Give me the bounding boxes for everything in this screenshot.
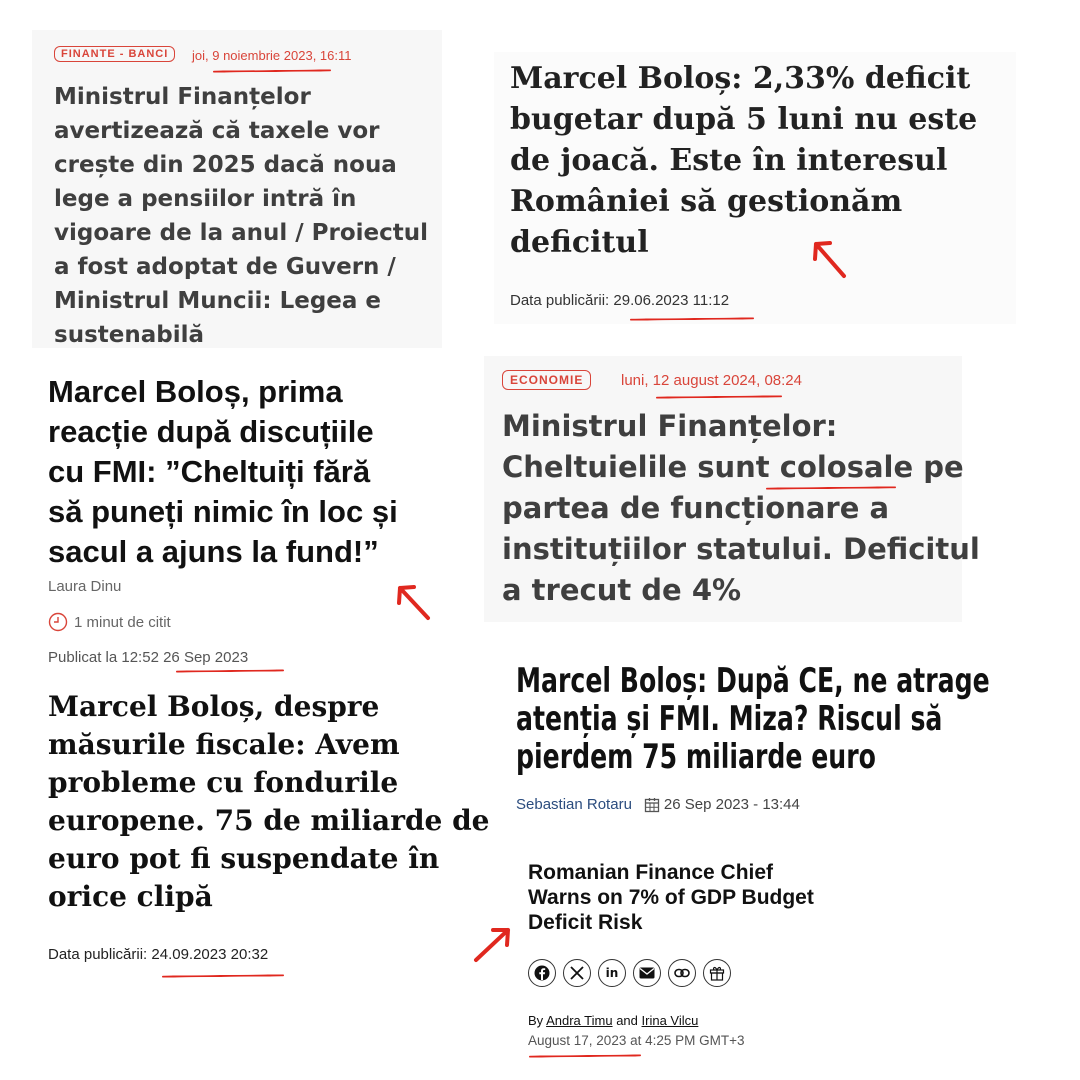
headline-line: cu FMI: ”Cheltuiți fără [48, 454, 371, 489]
headline-line: bugetar după 5 luni nu este [510, 102, 978, 137]
headline-line: instituțiilor statului. Deficitul [502, 532, 980, 566]
headline-line: Ministrul Muncii: Legea e [54, 288, 382, 314]
article-card-ce-fmi[interactable] [500, 648, 990, 826]
headline-line: Romanian Finance Chief [528, 861, 774, 884]
article-card-eu-funds[interactable] [30, 680, 490, 980]
byline-by: By [528, 1013, 544, 1028]
date-value: 29.06.2023 11:12 [613, 292, 730, 309]
headline-line: deficitul [510, 225, 649, 260]
headline-line: partea de funcționare a [502, 491, 890, 525]
byline [516, 796, 800, 813]
headline-line: avertizează că taxele vor [54, 118, 380, 144]
published-prefix: Publicat la 12:52 [48, 649, 159, 666]
headline-line: euro pot fi suspendate în [48, 842, 440, 875]
read-time-label: 1 minut de citit [74, 613, 171, 631]
article-headline[interactable] [516, 662, 990, 776]
headline-line: Deficit Risk [528, 911, 643, 934]
headline-line: atenția și FMI. Miza? Riscul să [516, 699, 943, 739]
annotation-arrow-icon [806, 234, 850, 280]
article-date: joi, 9 noiembrie 2023, 16:11 [192, 48, 352, 63]
headline-line: lege a pensiilor intră în [54, 186, 357, 212]
published-date: 26 Sep 2023 [163, 649, 249, 666]
facebook-icon[interactable] [528, 959, 556, 987]
article-card-bloomberg-deficit[interactable] [510, 848, 902, 1064]
date-label: Data publicării: [510, 292, 610, 309]
headline-line: Marcel Boloș: 2,33% deficit [510, 61, 971, 96]
date-label: Data publicării: [48, 946, 148, 963]
category-badge[interactable]: ECONOMIE [502, 370, 591, 390]
article-card-fmi-reaction[interactable] [30, 360, 440, 650]
email-icon[interactable] [633, 959, 661, 987]
article-date: luni, 12 august 2024, 08:24 [621, 372, 802, 389]
byline-and: and [616, 1013, 638, 1028]
headline-line: probleme cu fondurile [48, 766, 399, 799]
headline-line: europene. 75 de miliarde de [48, 804, 490, 837]
calendar-icon [644, 797, 660, 813]
headline-line: Ministrul Finanțelor [54, 84, 311, 110]
article-date: 26 Sep 2023 - 13:44 [663, 796, 800, 813]
byline [528, 1013, 698, 1028]
headline-line: a trecut de 4% [502, 573, 742, 607]
article-headline[interactable] [502, 406, 980, 611]
annotation-arrow-icon [390, 578, 434, 622]
headline-line: a fost adoptat de Guvern / [54, 254, 396, 280]
headline-line: Marcel Boloș: După CE, ne atrage [516, 661, 990, 701]
x-icon[interactable] [563, 959, 591, 987]
headline-line: reacție după discuțiile [48, 414, 374, 449]
publish-date [48, 946, 268, 963]
category-badge[interactable]: FINANTE - BANCI [54, 46, 175, 62]
link-icon[interactable] [668, 959, 696, 987]
article-headline[interactable] [48, 688, 489, 916]
headline-line: Warns on 7% of GDP Budget [528, 886, 814, 909]
gift-icon[interactable] [703, 959, 731, 987]
published-line [48, 649, 248, 666]
headline-line: Cheltuielile sunt colosale pe [502, 450, 964, 484]
headline-line: pierdem 75 miliarde euro [516, 737, 876, 777]
headline-line: Marcel Boloș, despre [48, 690, 380, 723]
article-card-finance-minister-taxes[interactable] [32, 30, 442, 348]
article-headline[interactable] [48, 372, 398, 572]
headline-line: de joacă. Este în interesul [510, 143, 948, 178]
annotation-arrow-icon [470, 920, 518, 966]
headline-line: vigoare de la anul / Proiectul [54, 220, 429, 246]
article-headline[interactable] [528, 860, 814, 935]
article-date: August 17, 2023 at 4:25 PM GMT+3 [528, 1033, 745, 1048]
headline-line: României să gestionăm [510, 184, 903, 219]
share-bar [528, 959, 738, 987]
headline-line: să puneți nimic în loc și [48, 494, 398, 529]
article-headline[interactable] [510, 58, 977, 263]
publish-date [510, 292, 729, 309]
headline-line: crește din 2025 dacă noua [54, 152, 397, 178]
author-name[interactable]: Sebastian Rotaru [516, 796, 632, 813]
headline-line: Marcel Boloș, prima [48, 374, 343, 409]
clock-icon [48, 612, 68, 632]
headline-line: orice clipă [48, 880, 213, 913]
headline-line: sacul a ajuns la fund!” [48, 534, 379, 569]
headline-line: sustenabilă [54, 322, 204, 348]
article-card-deficit-233[interactable] [494, 52, 1016, 324]
author-name[interactable]: Laura Dinu [48, 578, 122, 595]
author-link[interactable]: Irina Vilcu [641, 1013, 699, 1028]
author-link[interactable]: Andra Timu [546, 1013, 613, 1028]
read-time [48, 612, 171, 632]
linkedin-icon[interactable]: in [598, 959, 626, 987]
annotation-underline [176, 669, 284, 672]
date-value: 24.09.2023 20:32 [151, 946, 269, 963]
headline-line: Ministrul Finanțelor: [502, 409, 838, 443]
headline-line: măsurile fiscale: Avem [48, 728, 400, 761]
article-headline[interactable] [54, 80, 428, 352]
